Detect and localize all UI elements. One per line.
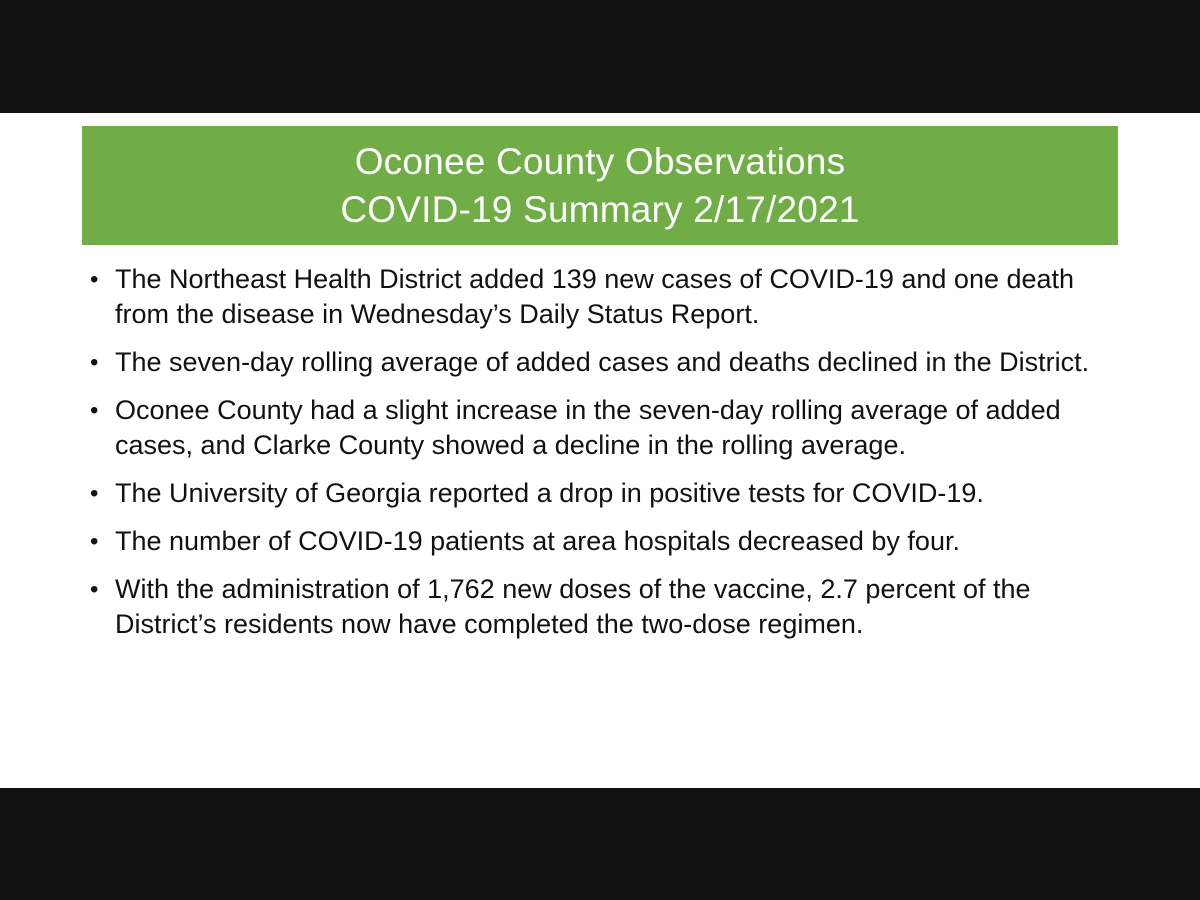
bullet-marker: • [90, 349, 99, 376]
letterbox-top [0, 0, 1200, 113]
bullet-text: The Northeast Health District added 139 new cases of COVID-19 and one death from the disease in Wednesday’s Daily Status Report. [115, 264, 1075, 329]
bullet-item-vaccine [88, 572, 1098, 642]
bullet-text: With the administration of 1,762 new doses of the vaccine, 2.7 percent of the District’s residents now have completed the two-dose regimen. [115, 574, 1031, 639]
bullet-item-cases [88, 262, 1098, 332]
letterbox-bottom [0, 788, 1200, 900]
bullet-marker: • [90, 480, 99, 507]
bullet-text: The University of Georgia reported a drop in positive tests for COVID-19. [115, 478, 984, 508]
bullet-text: Oconee County had a slight increase in the seven-day rolling average of added cases, and Clarke County showed a decline in the rolling average. [115, 395, 1061, 460]
bullet-item-university [88, 476, 1098, 511]
bullet-marker: • [90, 528, 99, 555]
title-banner [82, 126, 1118, 245]
bullet-marker: • [90, 266, 99, 293]
bullet-list [88, 262, 1098, 655]
slide [0, 113, 1200, 788]
bullet-marker: • [90, 576, 99, 603]
bullet-item-county-comparison [88, 393, 1098, 463]
bullet-text: The seven-day rolling average of added cases and deaths declined in the District. [115, 347, 1090, 377]
bullet-marker: • [90, 397, 99, 424]
bullet-item-hospitals [88, 524, 1098, 559]
bullet-item-rolling-average [88, 345, 1098, 380]
slide-title: Oconee County Observations [354, 140, 846, 182]
slide-subtitle: COVID-19 Summary 2/17/2021 [340, 188, 860, 230]
bullet-text: The number of COVID-19 patients at area hospitals decreased by four. [115, 526, 960, 556]
